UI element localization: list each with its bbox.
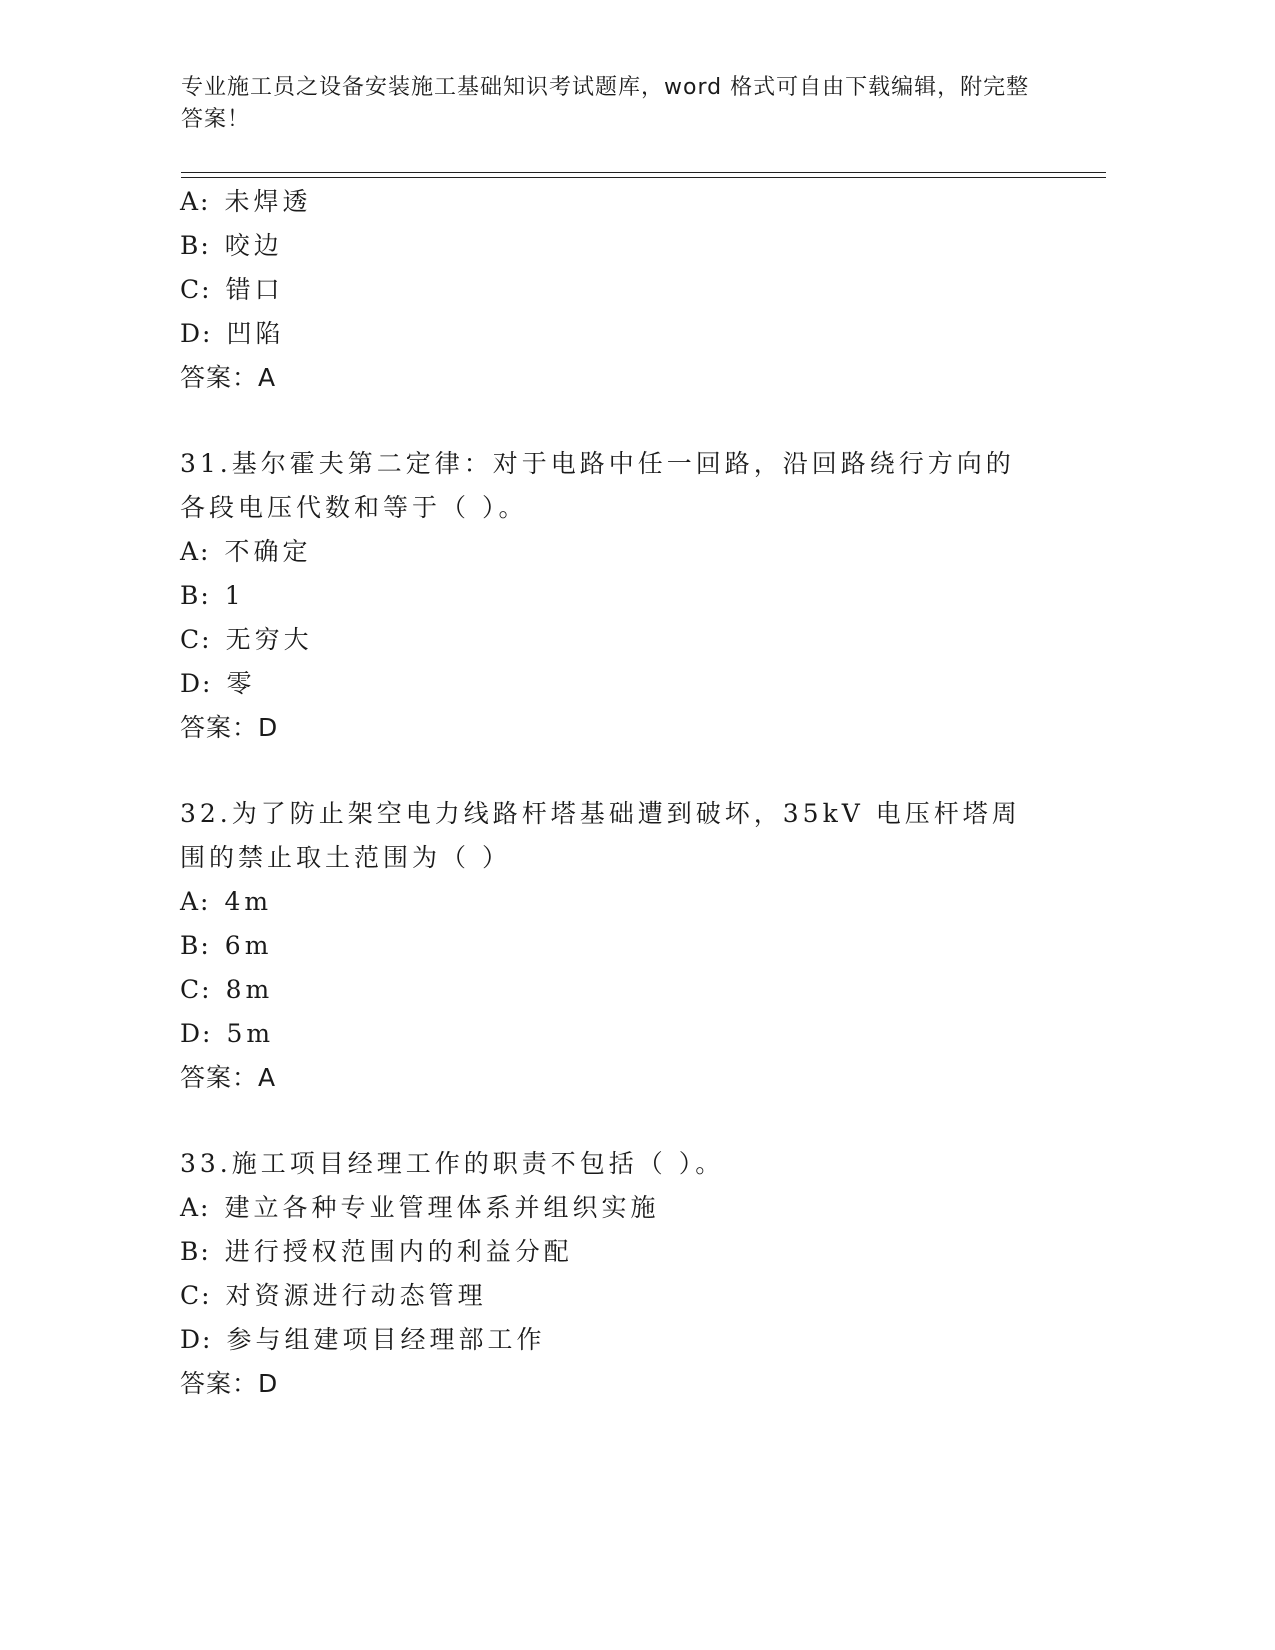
option-c: C: 对资源进行动态管理 [180, 1281, 487, 1310]
answer: 答案：A [180, 1063, 277, 1092]
question-text: 33.施工项目经理工作的职责不包括（ ）。 [180, 1149, 725, 1178]
option-a: A: 4m [180, 887, 273, 916]
question-text: 32.为了防止架空电力线路杆塔基础遭到破坏，35kV 电压杆塔周围的禁止取土范围为（ ） [180, 799, 1021, 872]
header-divider-top [181, 172, 1106, 173]
option-a: A: 未焊透 [180, 187, 312, 216]
option-d: D: 5m [180, 1019, 275, 1048]
option-d: D: 零 [180, 669, 256, 698]
option-d: D: 凹陷 [180, 319, 285, 348]
option-b: B: 1 [180, 581, 245, 610]
question-33 [180, 1142, 1060, 1406]
option-c: C: 8m [180, 975, 274, 1004]
question-text: 31.基尔霍夫第二定律：对于电路中任一回路，沿回路绕行方向的各段电压代数和等于（ ）。 [180, 449, 1015, 522]
document-title: 专业施工员之设备安装施工基础知识考试题库，word 格式可自由下载编辑，附完整答案！ [181, 75, 1030, 132]
option-a: A: 不确定 [180, 537, 312, 566]
question-32 [180, 792, 1060, 1100]
question-31 [180, 442, 1060, 750]
option-d: D: 参与组建项目经理部工作 [180, 1325, 546, 1354]
option-b: B: 进行授权范围内的利益分配 [180, 1237, 573, 1266]
answer: 答案：D [180, 713, 279, 742]
option-c: C: 错口 [180, 275, 284, 304]
question-list [180, 180, 1060, 1406]
answer: 答案：D [180, 1369, 279, 1398]
option-c: C: 无穷大 [180, 625, 313, 654]
option-b: B: 6m [180, 931, 273, 960]
question-30-continued [180, 180, 1060, 400]
option-b: B: 咬边 [180, 231, 283, 260]
answer: 答案：A [180, 363, 277, 392]
header-divider-bottom [181, 177, 1106, 178]
option-a: A: 建立各种专业管理体系并组织实施 [180, 1193, 660, 1222]
